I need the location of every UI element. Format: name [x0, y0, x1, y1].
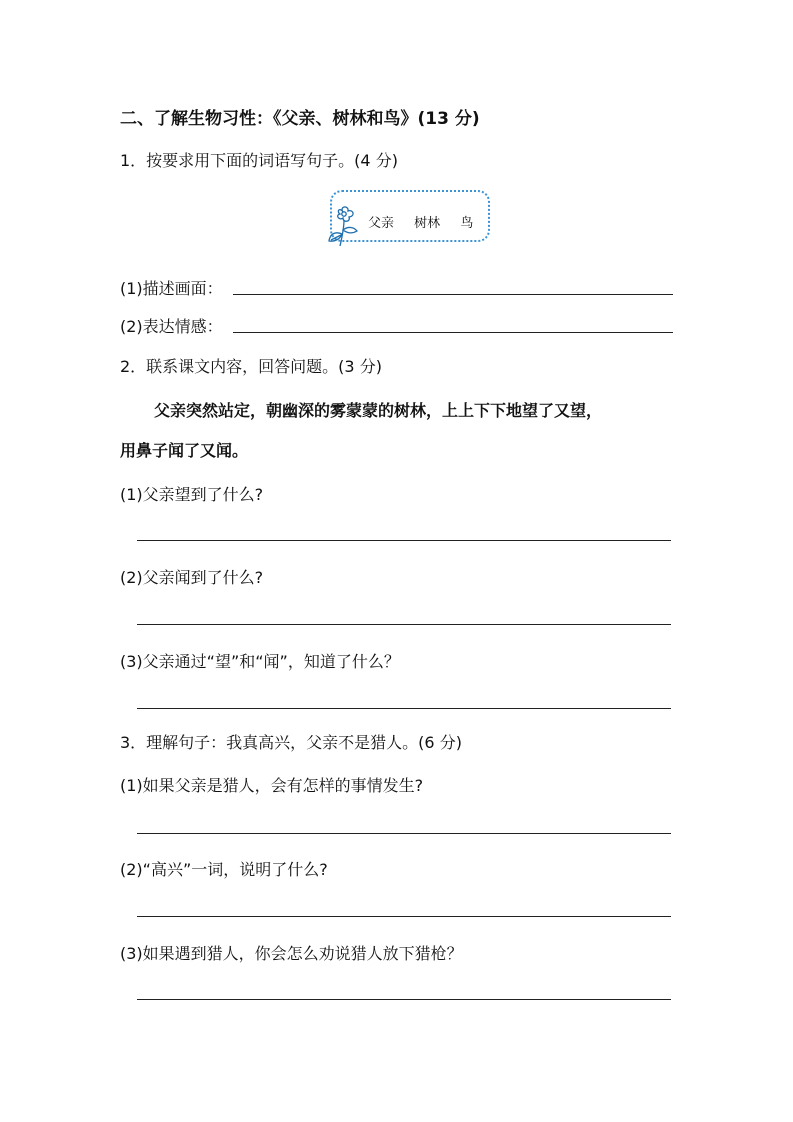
question-3-title: 3．理解句子：我真高兴，父亲不是猎人。(6 分): [120, 733, 462, 752]
word-item: 鸟: [460, 216, 474, 231]
q2-sub-2-label: (2)父亲闻到了什么?: [120, 568, 264, 587]
answer-line-2-1[interactable]: [137, 540, 671, 541]
q1-sub-2-label: (2)表达情感：: [120, 317, 223, 336]
answer-line-2-3[interactable]: [137, 708, 671, 709]
question-1-title: 1．按要求用下面的词语写句子。(4 分): [120, 151, 398, 170]
answer-line-3-3[interactable]: [137, 999, 671, 1000]
q2-sub-1-label: (1)父亲望到了什么?: [120, 485, 264, 504]
q3-sub-3-label: (3)如果遇到猎人，你会怎么劝说猎人放下猎枪？: [120, 944, 463, 963]
flower-icon: [327, 204, 361, 248]
answer-line-1-2[interactable]: [233, 332, 673, 333]
answer-line-1-1[interactable]: [233, 294, 673, 295]
q1-sub-1-label: (1)描述画面：: [120, 279, 223, 298]
word-item: 树林: [414, 216, 441, 231]
answer-line-2-2[interactable]: [137, 624, 671, 625]
section-title: 二、了解生物习性：《父亲、树林和鸟》(13 分): [120, 109, 480, 129]
word-item: 父亲: [368, 216, 395, 231]
q3-sub-1-label: (1)如果父亲是猎人，会有怎样的事情发生?: [120, 776, 424, 795]
passage-line-1: 父亲突然站定，朝幽深的雾蒙蒙的树林，上上下下地望了又望，: [154, 401, 603, 420]
passage-line-2: 用鼻子闻了又闻。: [120, 441, 249, 460]
q3-sub-2-label: (2)“高兴”一词，说明了什么?: [120, 860, 328, 879]
answer-line-3-2[interactable]: [137, 916, 671, 917]
answer-line-3-1[interactable]: [137, 833, 671, 834]
q2-sub-3-label: (3)父亲通过“望”和“闻”，知道了什么？: [120, 652, 400, 671]
question-2-title: 2．联系课文内容，回答问题。(3 分): [120, 357, 382, 376]
word-list: [368, 212, 489, 231]
